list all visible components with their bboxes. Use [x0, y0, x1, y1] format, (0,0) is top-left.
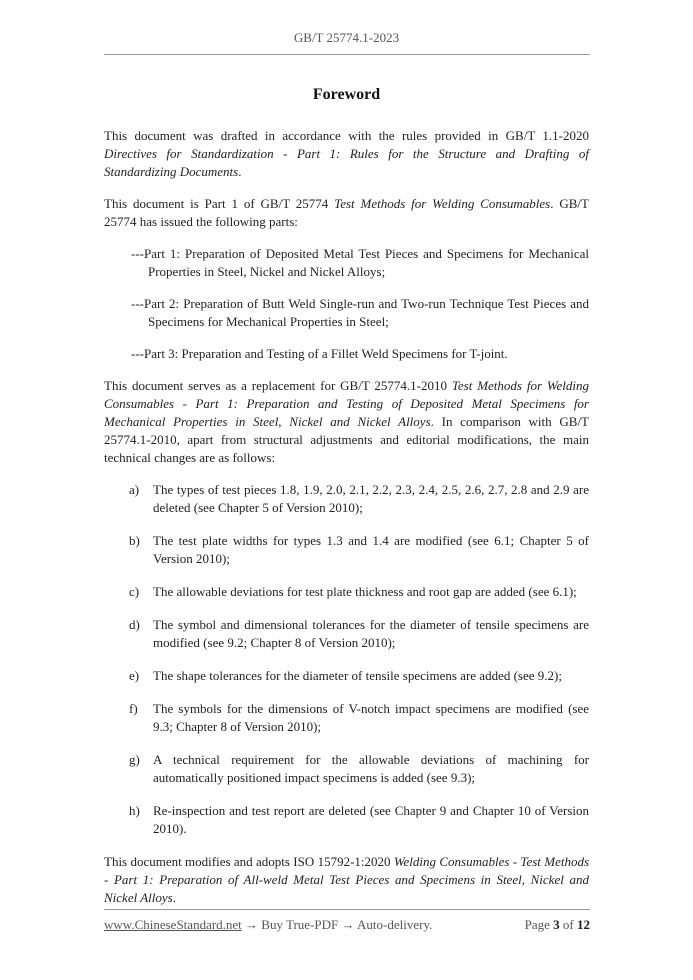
change-text: The allowable deviations for test plate thickness and root gap are added (see 6.1);	[153, 584, 577, 599]
part-list-item: ---Part 1: Preparation of Deposited Metal Test Pieces and Specimens for Mechanical Properties in Steel, Nickel and Nickel Alloys;	[131, 246, 589, 279]
directive-title: Directives for Standardization - Part 1: Rules for the Structure and Drafting of Standardizing Documents	[104, 146, 589, 179]
running-header: GB/T 25774.1-2023	[293, 30, 400, 45]
site-link[interactable]: www.ChineseStandard.net	[104, 917, 242, 932]
iso-standard-title: Welding Consumables - Test Methods - Part 1: Preparation of All-weld Metal Test Pieces and Specimens in Steel, Nickel and Nickel Alloys	[104, 854, 590, 905]
change-list-item	[104, 532, 589, 568]
change-list-item	[104, 802, 589, 838]
arrow-right-icon: →	[341, 917, 355, 932]
change-marker: g)	[129, 752, 140, 767]
delivery-text: Auto-delivery.	[354, 917, 433, 932]
change-marker: f)	[129, 701, 138, 716]
change-marker: d)	[129, 617, 140, 632]
paragraph-drafting-rules: This document was drafted in accordance with the rules provided in GB/T 1.1-2020 Directives for Standardization - Part 1: Rules for the Structure and Drafting of Standardizing Documents.	[104, 128, 589, 179]
change-list-item	[104, 616, 589, 652]
change-text: Re-inspection and test report are deleted (see Chapter 9 and Chapter 10 of Version 2010).	[153, 803, 589, 836]
document-body	[104, 127, 589, 921]
change-text: The symbols for the dimensions of V-notch impact specimens are modified (see 9.3; Chapter 8 of Version 2010);	[153, 701, 589, 734]
change-text: The types of test pieces 1.8, 1.9, 2.0, 2.1, 2.2, 2.3, 2.4, 2.5, 2.6, 2.7, 2.8 and 2.9 are deleted (see Chapter 5 of Version 2010);	[153, 482, 589, 515]
change-list-item	[104, 700, 589, 736]
part-list-item: ---Part 3: Preparation and Testing of a Fillet Weld Specimens for T-joint.	[131, 346, 508, 361]
change-list-item	[104, 481, 589, 517]
change-list-item	[104, 667, 589, 685]
change-text: The symbol and dimensional tolerances for the diameter of tensile specimens are modified (see 9.2; Chapter 8 of Version 2010);	[153, 617, 589, 650]
change-text: A technical requirement for the allowable deviations of machining for automatically positioned impact specimens is added (see 9.3);	[153, 752, 589, 785]
change-list-item	[104, 583, 589, 601]
footer-divider	[104, 909, 590, 910]
change-list-item	[104, 751, 589, 787]
page-indicator: Page 3 of 12	[524, 917, 590, 932]
change-marker: c)	[129, 584, 140, 599]
header-divider	[104, 54, 590, 55]
change-text: The test plate widths for types 1.3 and 1.4 are modified (see 6.1; Chapter 5 of Version 2010);	[153, 533, 589, 566]
footer-promo	[104, 917, 432, 933]
replaced-standard-title: Test Methods for Welding Consumables - Part 1: Preparation and Testing of Deposited Metal Specimens for Mechanical Properties in Steel, Nickel and Nickel Alloys	[104, 378, 589, 429]
series-title: Test Methods for Welding Consumables	[334, 196, 551, 211]
change-text: The shape tolerances for the diameter of tensile specimens are added (see 9.2);	[153, 668, 562, 683]
current-page: 3	[553, 917, 560, 932]
change-marker: a)	[129, 482, 140, 497]
paragraph-replacement: This document serves as a replacement for GB/T 25774.1-2010 Test Methods for Welding Consumables - Part 1: Preparation and Testing of Deposited Metal Specimens for Mechanical Properties in Steel, Nickel and Nickel Alloys. In comparison with GB/T 25774.1-2010, apart from structural adjustments and editorial modifications, the main technical changes are as follows:	[104, 378, 589, 465]
page-title: Foreword	[312, 86, 381, 103]
change-marker: h)	[129, 803, 140, 818]
paragraph-adoption: This document modifies and adopts ISO 15792-1:2020 Welding Consumables - Test Methods - Part 1: Preparation of All-weld Metal Test Pieces and Specimens in Steel, Nickel and Nickel Alloys.	[104, 854, 590, 905]
change-marker: e)	[129, 668, 140, 683]
buy-text: Buy True-PDF	[258, 917, 342, 932]
total-pages: 12	[577, 917, 590, 932]
change-marker: b)	[129, 533, 140, 548]
paragraph-part-info: This document is Part 1 of GB/T 25774 Test Methods for Welding Consumables. GB/T 25774 has issued the following parts:	[104, 196, 589, 229]
arrow-right-icon: →	[245, 917, 259, 932]
part-list-item: ---Part 2: Preparation of Butt Weld Single-run and Two-run Technique Test Pieces and Specimens for Mechanical Properties in Steel;	[131, 296, 589, 329]
